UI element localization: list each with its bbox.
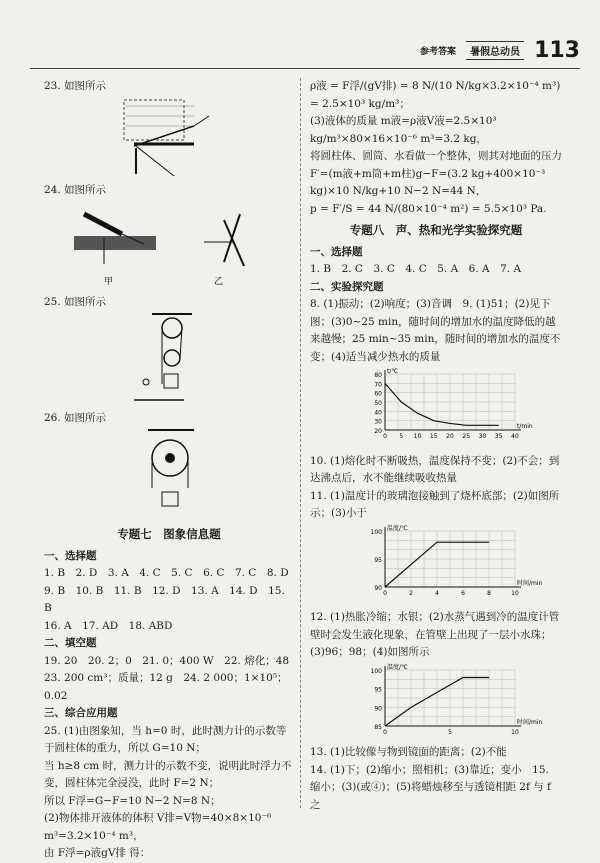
fill-header: 二、填空题 <box>44 637 97 649</box>
figure-q23 <box>44 96 284 176</box>
y-tick-label: 40 <box>374 409 382 417</box>
experiment-answer-14-15: 14. (1)下；(2)缩小；照相机；(3)靠近；变小 15. 缩小；(3)(或④)；(5)将蜡烛移至与透镜相距 2f 与 f 之 <box>310 763 551 811</box>
x-tick-label: 5 <box>399 433 404 440</box>
x-tick-label: 10 <box>511 728 519 736</box>
page-header <box>420 38 580 63</box>
x-tick-label: 10 <box>413 433 422 440</box>
y-tick-label: 95 <box>374 556 382 564</box>
x-tick-label: 5 <box>448 728 452 736</box>
x-tick-label: 6 <box>461 589 465 597</box>
chart-boiling-curve-2 <box>310 662 560 738</box>
q25-label: 25. 如图所示 <box>44 296 107 308</box>
answer-25-part1: 25. (1)由图象知，当 h=0 时，此时测力计的示数等于圆柱体的重力，所以 G=10 N； <box>44 724 287 754</box>
x-tick-label: 2 <box>409 589 413 597</box>
x-tick-label: 15 <box>429 433 438 440</box>
q24-label: 24. 如图所示 <box>44 184 107 196</box>
answer-25-part2: 当 h≥8 cm 时，测力计的示数不变，说明此时浮力不变，圆柱体完全浸没，此时 F=2 N； <box>44 759 292 789</box>
liquid-mass: (3)液体的质量 m液=ρ液V液=2.5×10³ kg/m³×80×16×10⁻⁶ m³=3.2 kg， <box>310 115 497 145</box>
experiment-answer-13: 13. (1)比较像与物到镜面的距离；(2)不能 <box>310 746 507 758</box>
q26-label: 26. 如图所示 <box>44 412 107 424</box>
application-header: 三、综合应用题 <box>44 707 118 719</box>
y-tick-label: 85 <box>374 723 382 731</box>
figure-q25 <box>44 312 284 404</box>
y-axis-label: t/℃ <box>387 368 399 375</box>
y-tick-label: 20 <box>374 428 382 435</box>
answer-25-part5: 由 F浮=ρ液gV排 得： <box>44 847 151 859</box>
q23-label: 23. 如图所示 <box>44 80 107 92</box>
choice-header-8: 一、选择题 <box>310 245 363 258</box>
fill-answers-1: 19. 20 20. 2；0 21. 0；400 W 22. 熔化；48 <box>44 654 290 667</box>
chart-cooling-curve <box>310 366 560 446</box>
header-brand: 暑假总动员 <box>466 41 524 60</box>
y-tick-label: 80 <box>374 372 382 379</box>
y-axis-label: 温度/℃ <box>387 524 408 532</box>
x-tick-label: 30 <box>478 433 487 440</box>
experiment-answer-10: 10. (1)熔化时不断吸热，温度保持不变；(2)不会；到达沸点后，水不能继续吸收热量 <box>310 454 560 484</box>
q24-caption-a: 甲 <box>104 276 114 287</box>
y-tick-label: 30 <box>374 418 382 426</box>
left-column <box>44 78 294 863</box>
x-tick-label: 20 <box>446 433 454 440</box>
page-number: 113 <box>534 38 580 63</box>
choice-answers-3: 16. A 17. AD 18. ABD <box>44 619 173 632</box>
header-rule <box>30 68 580 69</box>
x-axis-label: 时间/min <box>517 579 543 587</box>
x-tick-label: 0 <box>383 433 387 440</box>
fill-answers-2: 23. 200 cm³；质量；12 g 24. 2 000；1×10⁵；0.02 <box>44 672 288 702</box>
x-axis-label: 时间/min <box>517 718 543 726</box>
x-tick-label: 40 <box>511 433 519 440</box>
q24-caption-b: 乙 <box>214 276 224 287</box>
figure-q24 <box>44 200 284 288</box>
choice-answers-1: 1. B 2. D 3. A 4. C 5. C 6. C 7. C 8. D <box>44 567 289 579</box>
x-tick-label: 0 <box>383 589 387 597</box>
section-7-title: 专题七 图象信息题 <box>117 527 221 541</box>
section-8-title: 专题八 声、热和光学实验探究题 <box>349 223 523 237</box>
experiment-header: 二、实验探究题 <box>310 280 384 293</box>
answer-25-part3: 所以 F浮=G−F=10 N−2 N=8 N； <box>44 794 221 807</box>
x-tick-label: 25 <box>462 433 471 440</box>
y-tick-label: 95 <box>374 686 382 694</box>
y-axis-label: 温度/℃ <box>387 663 408 671</box>
choice-header: 一、选择题 <box>44 549 97 562</box>
right-column <box>310 78 562 814</box>
choice-answers-8: 1. B 2. C 3. C 4. C 5. A 6. A 7. A <box>310 263 522 275</box>
header-tag: 参考答案 <box>420 47 457 57</box>
pressure-force: 将圆柱体、圆筒、水看做一个整体，则其对地面的压力 F′=(m液+m筒+m柱)g−F=(3.2 kg+400×10⁻³ kg)×10 N/kg+10 N−2 N=44 N， <box>310 150 562 197</box>
y-tick-label: 100 <box>370 528 382 536</box>
pressure-result: p = F′/S = 44 N/(80×10⁻⁴ m²) = 5.5×10³ Pa. <box>310 202 547 215</box>
density-formula: ρ液 = F浮/(gV排) = 8 N/(10 N/kg×3.2×10⁻⁴ m³) = 2.5×10³ kg/m³； <box>310 80 561 110</box>
y-tick-label: 60 <box>374 390 382 398</box>
y-tick-label: 90 <box>374 704 382 712</box>
choice-answers-2: 9. B 10. B 11. B 12. D 13. A 14. D 15. B <box>44 584 285 614</box>
x-axis-label: t/min <box>517 423 533 430</box>
x-tick-label: 8 <box>487 589 491 597</box>
chart-boiling-curve-1 <box>310 523 560 603</box>
x-tick-label: 35 <box>494 433 503 440</box>
experiment-answer-8-9: 8. (1)振动；(2)响度；(3)音调 9. (1)51；(2)见下图；(3)0~25 min，随时间的增加水的温度降低的越来越慢；25 min~35 min，随时间的增加水的温度不变；(4)适当减少热水的质量 <box>310 298 561 363</box>
series-line <box>385 383 499 425</box>
column-divider <box>300 78 301 808</box>
y-tick-label: 70 <box>374 381 382 389</box>
y-tick-label: 100 <box>370 667 382 675</box>
x-tick-label: 0 <box>383 728 387 736</box>
y-tick-label: 50 <box>374 400 382 407</box>
y-tick-label: 90 <box>374 584 382 592</box>
experiment-answer-12: 12. (1)热胀冷缩；水银；(2)水蒸气遇到冷的温度计管壁时会发生液化现象，在管壁上出现了一层小水珠；(3)96；98；(4)如图所示 <box>310 611 560 658</box>
figure-q26 <box>44 428 284 516</box>
x-tick-label: 4 <box>435 589 439 597</box>
x-tick-label: 10 <box>511 589 519 597</box>
answer-25-part4: (2)物体排开液体的体积 V排=V物=40×8×10⁻⁶ m³=3.2×10⁻⁴ m³， <box>44 812 272 842</box>
experiment-answer-11: 11. (1)温度计的玻璃泡接触到了烧杯底部；(2)如图所示；(3)小于 <box>310 489 560 519</box>
